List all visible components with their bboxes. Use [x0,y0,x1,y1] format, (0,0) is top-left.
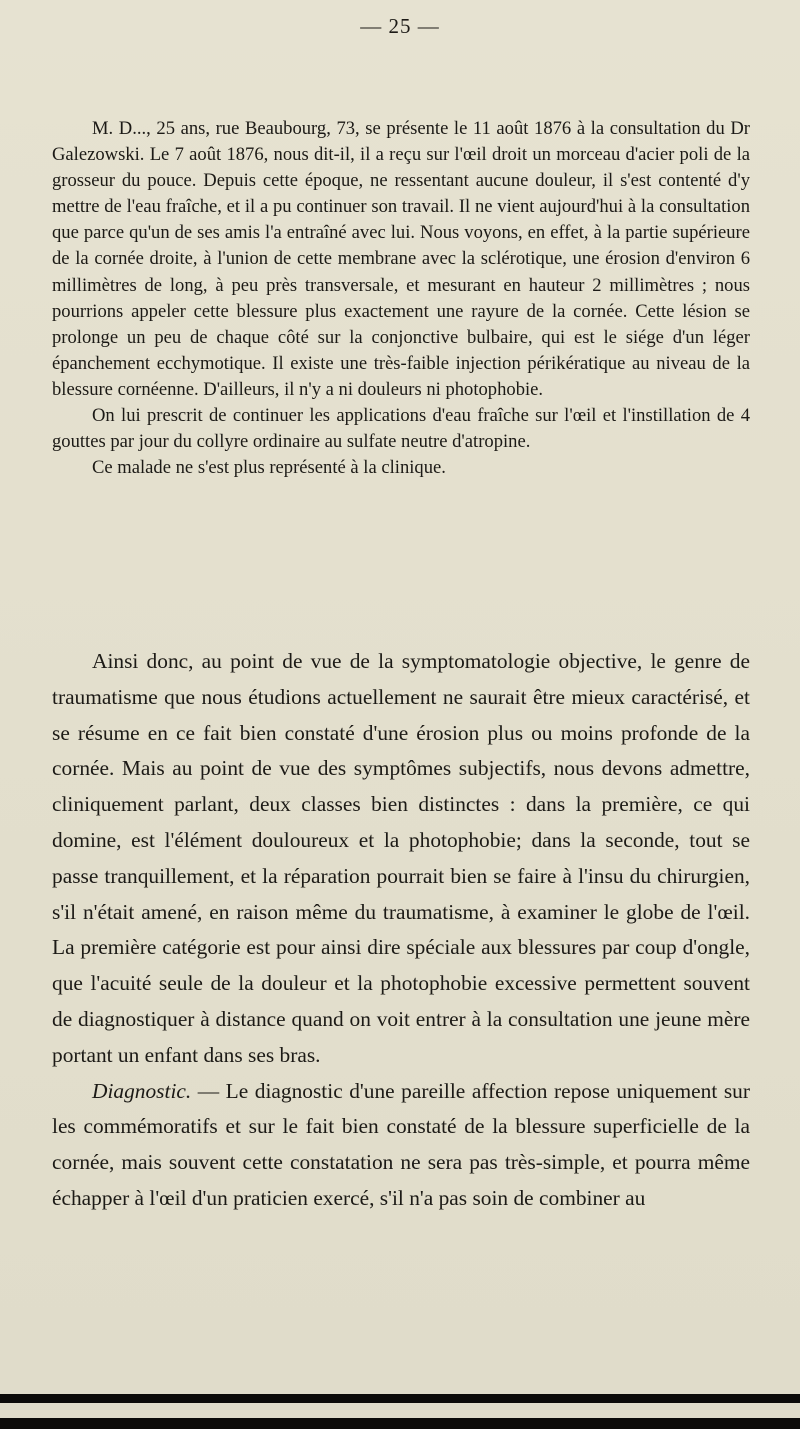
body-paragraph: Ainsi donc, au point de vue de la symptomatologie objective, le genre de traumatisme que nous étudions actuellement ne saurait être mieux caractérisé, et se résume en ce fait bien constaté d'une érosion plus ou moins profonde de la cornée. Mais au point de vue des symptômes subjectifs, nous devons admettre, cliniquement parlant, deux classes bien distinctes : dans la première, ce qui domine, est l'élément douloureux et la photophobie; dans la seconde, tout se passe tranquillement, et la réparation pourrait bien se faire à l'insu du chirurgien, s'il n'était amené, en raison même du traumatisme, à examiner le globe de l'œil. La première catégorie est pour ainsi dire spéciale aux blessures par coup d'ongle, que l'acuité seule de la douleur et la photophobie excessive permettent souvent de diagnostiquer à distance quand on voit entrer à la consultation une jeune mère portant un enfant dans ses bras. [52,649,750,1067]
bottom-border-rule [0,1394,800,1403]
page-number: — 25 — [360,14,440,38]
case-report [52,116,750,481]
diagnostic-text: — Le diagnostic d'une pareille affection repose uniquement sur les commémoratifs et sur le fait bien constaté de la blessure superficielle de la cornée, mais souvent cette constatation ne sera pas très-simple, et pourra même échapper à l'œil d'un praticien exercé, s'il n'a pas soin de combiner au [52,1078,750,1210]
bottom-border-rule [0,1418,800,1429]
case-paragraph: On lui prescrit de continuer les applications d'eau fraîche sur l'œil et l'instillation de 4 gouttes par jour du collyre ordinaire au sulfate neutre d'atropine. [52,405,750,453]
case-paragraph: M. D..., 25 ans, rue Beaubourg, 73, se présente le 11 août 1876 à la consultation du Dr Galezowski. Le 7 août 1876, nous dit-il, il a reçu sur l'œil droit un morceau d'acier poli de la grosseur du pouce. Depuis cette époque, ne ressentant aucune douleur, il s'est contenté d'y mettre de l'eau fraîche, et il a pu continuer son travail. Il ne vient aujourd'hui à la consultation que parce qu'un de ses amis l'a entraîné avec lui. Nous voyons, en effet, à la partie supérieure de la cornée droite, à l'union de cette membrane avec la sclérotique, une érosion d'environ 6 millimètres de long, à peu près transversale, et mesurant en hauteur 2 millimètres ; nous pourrions appeler cette blessure plus exactement une rayure de la cornée. Cette lésion se prolonge un peu de chaque côté sur la conjonctive bulbaire, qui est le siége d'un léger épanchement ecchymotique. Il existe une très-faible injection périkératique au niveau de la blessure cornéenne. D'ailleurs, il n'y a ni douleurs ni photophobie. [52,118,750,400]
case-paragraph: Ce malade ne s'est plus représenté à la clinique. [92,457,446,479]
main-text [52,644,750,1217]
diagnostic-heading: Diagnostic. [92,1078,192,1103]
diagnostic-paragraph [52,1074,750,1217]
